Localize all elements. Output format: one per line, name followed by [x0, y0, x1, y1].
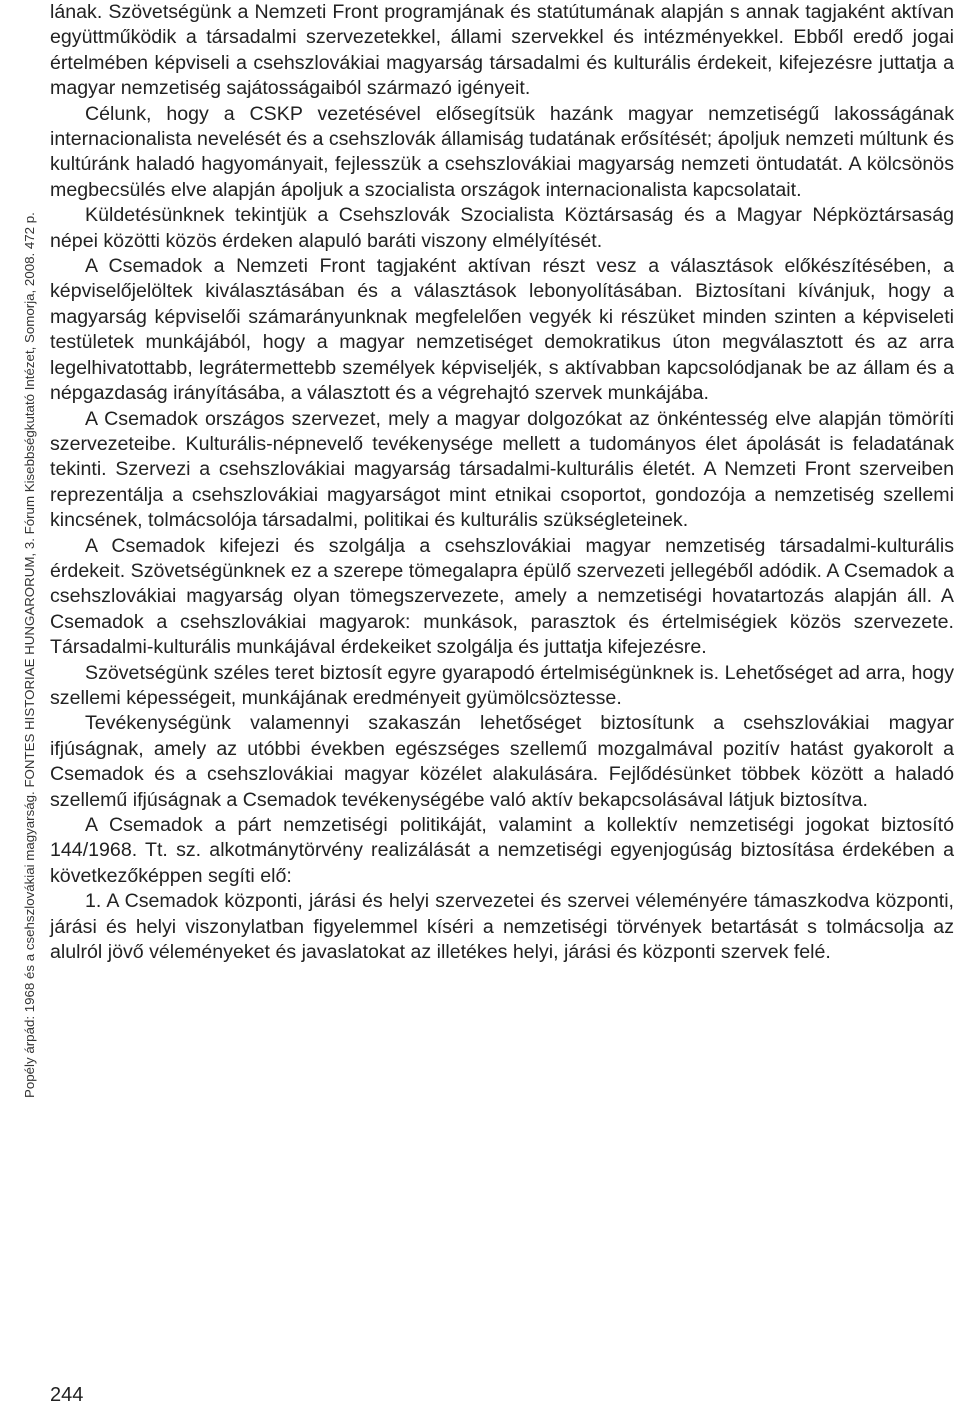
body-text	[50, 0, 954, 965]
paragraph-3: Küldetésünknek tekintjük a Csehszlovák Szocialista Köztársaság és a Magyar Népköztársaság népei közötti közös érdeken alapuló baráti viszony elmélyítését.	[50, 204, 954, 252]
paragraph-9: A Csemadok a párt nemzetiségi politikáját, valamint a kollektív nemzetiségi jogokat biztosító 144/1968. Tt. sz. alkotmánytörvény realizálását a nemzetiségi egyenjogúság biztosítása érdekében a következőképpen segíti elő:	[50, 814, 954, 887]
paragraph-8: Tevékenységünk valamennyi szakaszán lehetőséget biztosítunk a csehszlovákiai magyar ifjúságnak, amely az utóbbi években egészséges szellemű mozgalmával pozitív hatást gyakorolt a Csemadok és a csehszlovákiai magyar közélet alakulására. Fejlődésünket többek között a haladó szellemű ifjúságnak a Csemadok tevékenységébe való aktív bekapcsolásával látjuk biztosítva.	[50, 712, 954, 811]
page-number: 244	[50, 1384, 84, 1406]
paragraph-2: Célunk, hogy a CSKP vezetésével elősegítsük hazánk magyar nemzetiségű lakosságának internacionalista nevelését és a csehszlovák államiság tudatának erősítését; ápoljuk nemzeti múltunk és kultúránk haladó hagyományait, fejlesszük a csehszlovákiai magyarság nemzeti öntudatát. A kölcsönös megbecsülés elve alapján ápoljuk a szocialista országok internacionalista kapcsolatait.	[50, 102, 954, 201]
paragraph-1: lának. Szövetségünk a Nemzeti Front programjának és statútumának alapján s annak tagjaként aktívan együttműködik a társadalmi szervezetekkel, állami szervekkel és intézményekkel. Ebből eredő jogai értelmében képviseli a csehszlovákiai magyarság társadalmi és kulturális érdekeit, kifejezésre juttatja a magyar nemzetiség sajátosságaiból származó igényeit.	[50, 1, 954, 100]
citation-text: Popély árpád: 1968 és a csehszlovákiai magyarság. FONTES HISTORIAE HUNGARORUM, 3. Fórum Kisebbségkutató Intézet, Somorja, 2008. 472 p.	[22, 212, 37, 1098]
paragraph-7: Szövetségünk széles teret biztosít egyre gyarapodó értelmiségünknek is. Lehetőséget ad arra, hogy szellemi képességeit, munkájának eredményeit gyümölcsöztesse.	[50, 661, 954, 709]
side-margin-citation	[0, 0, 40, 1100]
paragraph-10: 1. A Csemadok központi, járási és helyi szervezetei és szervei véleményére támaszkodva központi, járási és helyi viszonylatban figyelemmel kíséri a nemzetiségi törvények betartását s tolmácsolja az alulról jövő véleményeket és javaslatokat az illetékes helyi, járási és központi szervek felé.	[50, 890, 954, 964]
paragraph-4: A Csemadok a Nemzeti Front tagjaként aktívan részt vesz a választások előkészítésében, a képviselőjelöltek kiválasztásában és a választások lebonyolításában. Biztosítani kívánjuk, hogy a magyarság képviselői számarányunknak megfelelően vegyék ki részüket minden szinten a képviseleti testületek munkájából, hogy a magyar nemzetiséget demokratikus úton megválasztott és az arra legelhivatottabb, legrátermettebb személyek képviseljék, s aktívabban kapcsolódjanak be az állam és a népgazdaság irányításába, a választott és a végrehajtó szervek munkájába.	[50, 255, 954, 405]
paragraph-6: A Csemadok kifejezi és szolgálja a csehszlovákiai magyar nemzetiség társadalmi-kulturális érdekeit. Szövetségünknek ez a szerepe tömegalapra épülő szervezeti jellegéből adódik. A Csemadok a csehszlovákiai magyarság olyan tömegszervezete, amely a nemzetiségi hovatartozás alapján áll. A Csemadok a csehszlovákiai magyarok: munkások, parasztok és értelmiségiek közös szervezete. Társadalmi-kulturális munkájával érdekeiket szolgálja és juttatja kifejezésre.	[50, 534, 954, 659]
paragraph-5: A Csemadok országos szervezet, mely a magyar dolgozókat az önkéntesség elve alapján tömöríti szervezeteibe. Kulturális-népnevelő tevékenysége mellett a tudományos élet ápolását is feladatának tekinti. Szervezi a csehszlovákiai magyarság társadalmi-kulturális életét. A Nemzeti Front szerveiben reprezentálja a csehszlovákiai magyarságot mint etnikai csoportot, gondozója a nemzetiség szellemi kincsének, tolmácsolója társadalmi, politikai és kulturális szükségleteinek.	[50, 407, 954, 532]
